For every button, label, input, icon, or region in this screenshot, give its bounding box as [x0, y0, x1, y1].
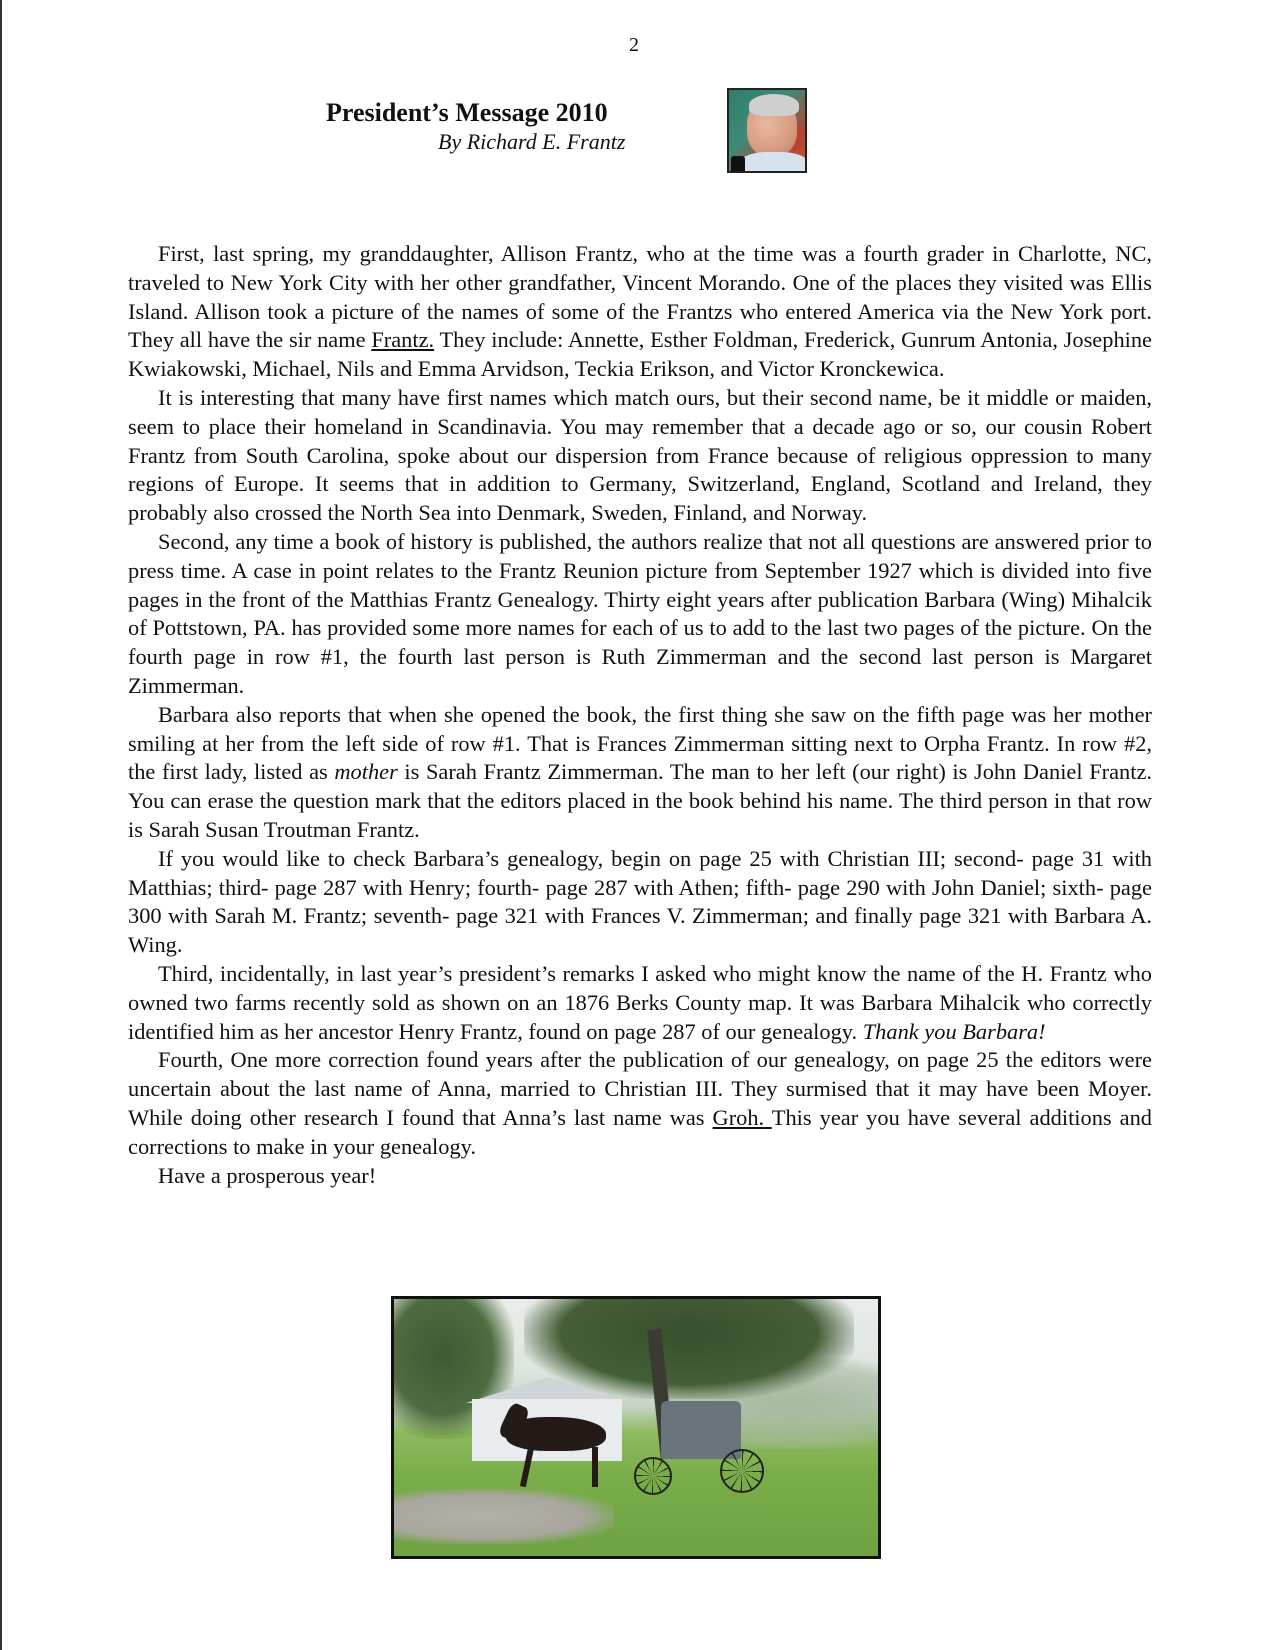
- paragraph-text: First, last spring, my granddaughter, Allison Frantz, who at the time was a fourth grader in Charlotte, NC, traveled to New York City with her other grandfather, Vincent Morando. One of the places they visited was Ellis Island. Allison took a picture of the names of some of the Frantzs who entered America via the New York port. They all have the sir name: [128, 241, 1152, 353]
- photo-buggy: [661, 1401, 741, 1459]
- paragraph-text: This year you have several additions and corrections to make in your genealogy.: [128, 1104, 1152, 1159]
- paragraph-text: is Sarah Frantz Zimmerman. The man to her left (our right) is John Daniel Frantz. You can erase the question mark that the editors placed in the book behind his name. The third person in that row is Sarah Susan Troutman Frantz.: [128, 759, 1152, 842]
- underlined-surname: Frantz.: [371, 327, 435, 353]
- paragraph-text: They include: Annette, Esther Foldman, Frederick, Gunrum Antonia, Josephine Kwiakowski, Michael, Nils and Emma Arvidson, Teckia Erikson, and Victor Kronckewica.: [128, 327, 1152, 382]
- author-portrait-image: [727, 88, 807, 173]
- article-title: President’s Message 2010: [326, 98, 608, 127]
- paragraph-1: [128, 240, 1152, 384]
- paragraph-text: Fourth, One more correction found years after the publication of our genealogy, on page 25 the editors were uncertain about the last name of Anna, married to Christian III. They surmised that it may have been Moyer. While doing other research I found that Anna’s last name was: [128, 1047, 1152, 1130]
- article-body: [128, 240, 1152, 1190]
- paragraph-text: Third, incidentally, in last year’s president’s remarks I asked who might know the name of the H. Frantz who owned two farms recently sold as shown on an 1876 Berks County map. It was Barbara Mihalcik who correctly identified him as her ancestor Henry Frantz, found on page 287 of our genealogy.: [128, 960, 1152, 1044]
- portrait-shirt: [739, 152, 807, 173]
- photo-buggy-wheel: [634, 1457, 672, 1495]
- closing-text: Have a prosperous year!: [158, 1162, 377, 1188]
- paragraph-6: [128, 960, 1152, 1046]
- page-number: 2: [629, 34, 639, 56]
- italic-word: mother: [334, 759, 398, 785]
- microphone-icon: [731, 156, 745, 173]
- photo-horse-leg: [592, 1447, 598, 1487]
- italic-thanks: Thank you Barbara!: [862, 1018, 1046, 1044]
- paragraph-text: Second, any time a book of history is published, the authors realize that not all questions are answered prior to press time. A case in point relates to the Frantz Reunion picture from September 1927 which is divided into five pages in the front of the Matthias Frantz Genealogy. Thirty eight years after publication Barbara (Wing) Mihalcik of Pottstown, PA. has provided some more names for each of us to add to the last two pages of the picture. On the fourth page in row #1, the fourth last person is Ruth Zimmerman and the second last person is Margaret Zimmerman.: [128, 528, 1152, 698]
- paragraph-8-closing: [128, 1162, 1152, 1191]
- horse-and-buggy-photo: [391, 1296, 881, 1559]
- paragraph-text: Barbara also reports that when she opened the book, the first thing she saw on the fifth page was her mother smiling at her from the left side of row #1. That is Frances Zimmerman sitting next to Orpha Frantz. In row #2, the first lady, listed as: [128, 701, 1152, 785]
- portrait-hair: [749, 94, 799, 116]
- paragraph-4: [128, 701, 1152, 845]
- photo-buggy-wheel: [720, 1449, 764, 1493]
- photo-gravel-path: [394, 1489, 614, 1544]
- paragraph-text: It is interesting that many have first names which match ours, but their second name, be it middle or maiden, seem to place their homeland in Scandinavia. You may remember that a decade ago or so, our cousin Robert Frantz from South Carolina, spoke about our dispersion from France because of religious oppression to many regions of Europe. It seems that in addition to Germany, Switzerland, England, Scotland and Ireland, they probably also crossed the North Sea into Denmark, Sweden, Finland, and Norway.: [128, 384, 1152, 526]
- paragraph-5: [128, 845, 1152, 960]
- article-byline: By Richard E. Frantz: [438, 129, 626, 154]
- paragraph-7: [128, 1046, 1152, 1161]
- underlined-surname: Groh.: [712, 1104, 772, 1130]
- paragraph-text: If you would like to check Barbara’s genealogy, begin on page 25 with Christian III; second- page 31 with Matthias; third- page 287 with Henry; fourth- page 287 with Athen; fifth- page 290 with John Daniel; sixth- page 300 with Sarah M. Frantz; seventh- page 321 with Frances V. Zimmerman; and finally page 321 with Barbara A. Wing.: [128, 845, 1152, 958]
- paragraph-2: [128, 384, 1152, 528]
- paragraph-3: [128, 528, 1152, 701]
